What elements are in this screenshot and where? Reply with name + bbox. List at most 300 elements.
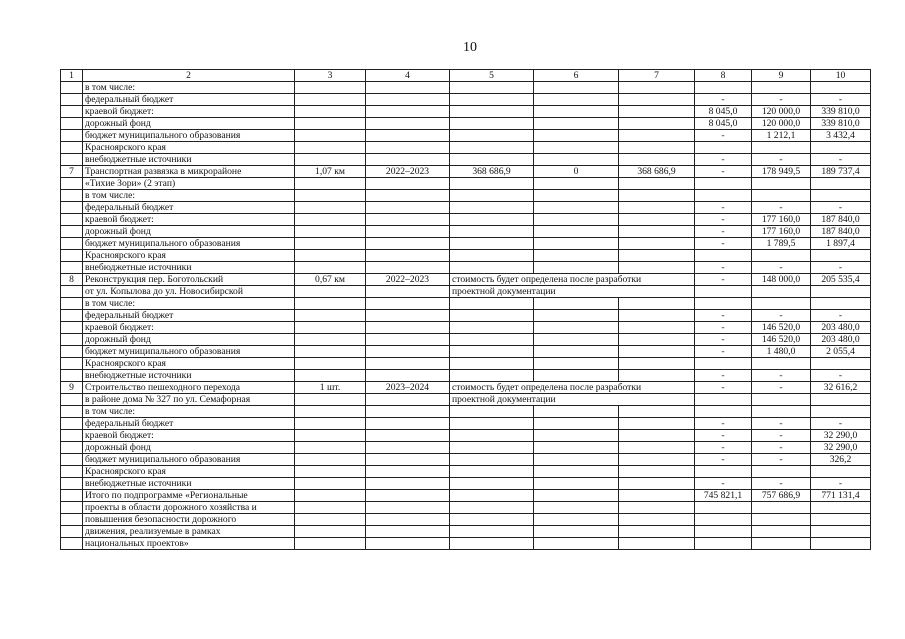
cell-c4 <box>366 118 450 130</box>
cell-c2: в районе дома № 327 по ул. Семафорная <box>83 394 295 406</box>
cost-note-cell: проектной документации <box>450 286 695 298</box>
cell-c8: - <box>695 334 752 346</box>
table-row <box>61 514 871 526</box>
cell-c4 <box>366 322 450 334</box>
cell-c1 <box>61 82 83 94</box>
cell-c3: 1 шт. <box>295 382 366 394</box>
table-row <box>61 538 871 550</box>
cell-c8: - <box>695 370 752 382</box>
cell-c5 <box>450 538 534 550</box>
cell-c3 <box>295 202 366 214</box>
cell-c8 <box>695 406 752 418</box>
cell-c1 <box>61 190 83 202</box>
cell-c7 <box>619 526 695 538</box>
cell-c4 <box>366 442 450 454</box>
cell-c5 <box>450 214 534 226</box>
cell-c9 <box>752 286 811 298</box>
cell-c10: 189 737,4 <box>811 166 871 178</box>
cell-c10 <box>811 82 871 94</box>
cell-c9 <box>752 394 811 406</box>
cell-c6 <box>534 106 619 118</box>
cell-c8: - <box>695 454 752 466</box>
cell-c10: 187 840,0 <box>811 214 871 226</box>
cell-c6 <box>534 118 619 130</box>
cell-c6 <box>534 94 619 106</box>
table-row <box>61 274 871 286</box>
cell-c9: - <box>752 94 811 106</box>
cell-c10 <box>811 142 871 154</box>
cell-c4 <box>366 526 450 538</box>
cell-c4 <box>366 82 450 94</box>
cell-c1 <box>61 238 83 250</box>
cell-c2: внебюджетные источники <box>83 370 295 382</box>
cell-c7 <box>619 502 695 514</box>
cell-c1 <box>61 394 83 406</box>
cell-c9 <box>752 514 811 526</box>
cell-c3 <box>295 118 366 130</box>
cell-c8: - <box>695 310 752 322</box>
cell-c1 <box>61 526 83 538</box>
cell-c3 <box>295 538 366 550</box>
cell-c2: дорожный фонд <box>83 334 295 346</box>
cell-c4 <box>366 514 450 526</box>
cell-c2: в том числе: <box>83 406 295 418</box>
cell-c3 <box>295 514 366 526</box>
cell-c10: 339 810,0 <box>811 118 871 130</box>
cell-c3 <box>295 310 366 322</box>
header-cell: 7 <box>619 70 695 82</box>
cell-c7 <box>619 346 695 358</box>
table-row <box>61 118 871 130</box>
cell-c3 <box>295 322 366 334</box>
cell-c4 <box>366 262 450 274</box>
table-row <box>61 202 871 214</box>
cell-c6 <box>534 514 619 526</box>
cell-c6 <box>534 466 619 478</box>
cell-c8 <box>695 142 752 154</box>
cell-c1 <box>61 298 83 310</box>
cell-c2: Красноярского края <box>83 142 295 154</box>
cell-c1 <box>61 502 83 514</box>
header-cell: 4 <box>366 70 450 82</box>
cell-c9: 146 520,0 <box>752 322 811 334</box>
cell-c4 <box>366 454 450 466</box>
cell-c9: 177 160,0 <box>752 214 811 226</box>
cell-c8: - <box>695 202 752 214</box>
table-row <box>61 106 871 118</box>
cost-note-cell: стоимость будет определена после разработки <box>450 274 695 286</box>
cell-c3 <box>295 226 366 238</box>
cost-note-cell: проектной документации <box>450 394 695 406</box>
cell-c9: 1 480,0 <box>752 346 811 358</box>
cell-c5 <box>450 106 534 118</box>
cell-c2: в том числе: <box>83 298 295 310</box>
cell-c10: 205 535,4 <box>811 274 871 286</box>
cell-c10 <box>811 502 871 514</box>
cell-c4 <box>366 130 450 142</box>
cell-c3 <box>295 358 366 370</box>
cell-c2: проекты в области дорожного хозяйства и <box>83 502 295 514</box>
cell-c8 <box>695 358 752 370</box>
cell-c5 <box>450 418 534 430</box>
cell-c4 <box>366 358 450 370</box>
cell-c7 <box>619 514 695 526</box>
cell-c10 <box>811 538 871 550</box>
cell-c8: 8 045,0 <box>695 118 752 130</box>
cell-c8: - <box>695 226 752 238</box>
table-row <box>61 382 871 394</box>
cell-c8 <box>695 394 752 406</box>
cell-c3 <box>295 370 366 382</box>
cell-c4 <box>366 430 450 442</box>
cell-c9: - <box>752 442 811 454</box>
cell-c3: 1,07 км <box>295 166 366 178</box>
cell-c2: движения, реализуемые в рамках <box>83 526 295 538</box>
cell-c4 <box>366 370 450 382</box>
cell-c8: - <box>695 382 752 394</box>
table-row <box>61 250 871 262</box>
cell-c6 <box>534 478 619 490</box>
cell-c6 <box>534 538 619 550</box>
cell-c6 <box>534 82 619 94</box>
cell-c3 <box>295 526 366 538</box>
cell-c1 <box>61 430 83 442</box>
cell-c7 <box>619 322 695 334</box>
cell-c8 <box>695 250 752 262</box>
cell-c4 <box>366 310 450 322</box>
table-row <box>61 190 871 202</box>
cell-c5 <box>450 514 534 526</box>
cell-c8 <box>695 190 752 202</box>
cell-c10: 32 616,2 <box>811 382 871 394</box>
cell-c8 <box>695 286 752 298</box>
cell-c1: 9 <box>61 382 83 394</box>
cell-c10: 326,2 <box>811 454 871 466</box>
cell-c7 <box>619 466 695 478</box>
cell-c2: федеральный бюджет <box>83 418 295 430</box>
cell-c6 <box>534 238 619 250</box>
table-row <box>61 298 871 310</box>
cell-c5 <box>450 346 534 358</box>
cell-c9: 146 520,0 <box>752 334 811 346</box>
cell-c1 <box>61 322 83 334</box>
cell-c2: краевой бюджет: <box>83 322 295 334</box>
cell-c5 <box>450 310 534 322</box>
cell-c6 <box>534 454 619 466</box>
cell-c2: Итого по подпрограмме «Региональные <box>83 490 295 502</box>
cell-c7 <box>619 118 695 130</box>
cell-c8 <box>695 466 752 478</box>
cell-c1 <box>61 262 83 274</box>
cell-c2: «Тихие Зори» (2 этап) <box>83 178 295 190</box>
cell-c1 <box>61 406 83 418</box>
header-cell: 10 <box>811 70 871 82</box>
cell-c5 <box>450 526 534 538</box>
cell-c6 <box>534 334 619 346</box>
cell-c1 <box>61 118 83 130</box>
budget-table-body <box>61 70 871 550</box>
header-cell: 8 <box>695 70 752 82</box>
cell-c10: 32 290,0 <box>811 430 871 442</box>
cell-c10 <box>811 358 871 370</box>
cell-c8 <box>695 82 752 94</box>
table-row <box>61 130 871 142</box>
cell-c1 <box>61 310 83 322</box>
cell-c9: 178 949,5 <box>752 166 811 178</box>
cell-c3: 0,67 км <box>295 274 366 286</box>
cell-c9: - <box>752 202 811 214</box>
cell-c6 <box>534 370 619 382</box>
cell-c1 <box>61 454 83 466</box>
cell-c3 <box>295 418 366 430</box>
table-row <box>61 406 871 418</box>
cell-c1 <box>61 130 83 142</box>
cell-c8: - <box>695 418 752 430</box>
cell-c9 <box>752 538 811 550</box>
cell-c10: 2 055,4 <box>811 346 871 358</box>
cell-c1 <box>61 490 83 502</box>
cell-c2: дорожный фонд <box>83 118 295 130</box>
cell-c4 <box>366 466 450 478</box>
cell-c6 <box>534 130 619 142</box>
cell-c4 <box>366 346 450 358</box>
cell-c7 <box>619 94 695 106</box>
cell-c3 <box>295 250 366 262</box>
cell-c8 <box>695 178 752 190</box>
header-cell: 6 <box>534 70 619 82</box>
cell-c2: федеральный бюджет <box>83 94 295 106</box>
cell-c5 <box>450 442 534 454</box>
cell-c9: 757 686,9 <box>752 490 811 502</box>
cell-c6 <box>534 322 619 334</box>
cell-c5 <box>450 202 534 214</box>
cell-c7 <box>619 418 695 430</box>
cell-c9: - <box>752 430 811 442</box>
cell-c1 <box>61 94 83 106</box>
cell-c8: - <box>695 166 752 178</box>
cell-c6 <box>534 226 619 238</box>
cell-c10: - <box>811 202 871 214</box>
cell-c6 <box>534 310 619 322</box>
cell-c2: федеральный бюджет <box>83 202 295 214</box>
cell-c9 <box>752 526 811 538</box>
cell-c2: в том числе: <box>83 82 295 94</box>
cell-c7 <box>619 310 695 322</box>
cell-c8 <box>695 298 752 310</box>
cell-c2: повышения безопасности дорожного <box>83 514 295 526</box>
cell-c6 <box>534 526 619 538</box>
cell-c2: от ул. Копылова до ул. Новосибирской <box>83 286 295 298</box>
cell-c4 <box>366 406 450 418</box>
cell-c4 <box>366 94 450 106</box>
table-row <box>61 490 871 502</box>
cell-c3 <box>295 478 366 490</box>
cell-c10: 187 840,0 <box>811 226 871 238</box>
cell-c2: Красноярского края <box>83 358 295 370</box>
cell-c9: - <box>752 310 811 322</box>
cell-c7 <box>619 262 695 274</box>
cell-c1 <box>61 106 83 118</box>
cell-c6 <box>534 430 619 442</box>
cell-c3 <box>295 82 366 94</box>
cell-c6 <box>534 502 619 514</box>
cell-c3 <box>295 406 366 418</box>
cell-c10 <box>811 406 871 418</box>
page-number: 10 <box>463 40 477 55</box>
cell-c9 <box>752 466 811 478</box>
cell-c8: - <box>695 442 752 454</box>
cell-c7 <box>619 238 695 250</box>
cell-c3 <box>295 94 366 106</box>
cell-c7 <box>619 178 695 190</box>
cell-c6 <box>534 298 619 310</box>
table-row <box>61 358 871 370</box>
cell-c8 <box>695 526 752 538</box>
cell-c3 <box>295 502 366 514</box>
cell-c5 <box>450 478 534 490</box>
cell-c10: 3 432,4 <box>811 130 871 142</box>
cell-c7 <box>619 490 695 502</box>
cell-c7 <box>619 370 695 382</box>
cell-c1 <box>61 538 83 550</box>
cell-c9: - <box>752 478 811 490</box>
cell-c2: в том числе: <box>83 190 295 202</box>
cell-c2: бюджет муниципального образования <box>83 130 295 142</box>
cell-c9 <box>752 358 811 370</box>
cell-c4 <box>366 202 450 214</box>
cell-c9: 1 212,1 <box>752 130 811 142</box>
cell-c4 <box>366 178 450 190</box>
cell-c7 <box>619 478 695 490</box>
cell-c8: - <box>695 274 752 286</box>
cell-c8: - <box>695 478 752 490</box>
cell-c9: - <box>752 154 811 166</box>
cell-c2: внебюджетные источники <box>83 154 295 166</box>
cell-c5 <box>450 178 534 190</box>
cell-c9 <box>752 250 811 262</box>
cell-c6 <box>534 250 619 262</box>
table-row <box>61 214 871 226</box>
cell-c8: - <box>695 322 752 334</box>
cell-c9 <box>752 190 811 202</box>
cell-c8: - <box>695 238 752 250</box>
cell-c3 <box>295 430 366 442</box>
cell-c10 <box>811 514 871 526</box>
cell-c7 <box>619 202 695 214</box>
cell-c7 <box>619 454 695 466</box>
cell-c4 <box>366 190 450 202</box>
cell-c7 <box>619 442 695 454</box>
cell-c10: 771 131,4 <box>811 490 871 502</box>
cell-c9 <box>752 298 811 310</box>
cell-c10 <box>811 190 871 202</box>
cell-c2: дорожный фонд <box>83 442 295 454</box>
cell-c2: Красноярского края <box>83 250 295 262</box>
cell-c9 <box>752 502 811 514</box>
header-cell: 5 <box>450 70 534 82</box>
cell-c3 <box>295 262 366 274</box>
table-row <box>61 370 871 382</box>
cell-c3 <box>295 442 366 454</box>
cell-c6 <box>534 154 619 166</box>
cell-c3 <box>295 106 366 118</box>
cell-c3 <box>295 334 366 346</box>
cell-c4: 2022–2023 <box>366 274 450 286</box>
cell-c2: Транспортная развязка в микрорайоне <box>83 166 295 178</box>
cell-c6 <box>534 346 619 358</box>
table-row <box>61 394 871 406</box>
cell-c7 <box>619 106 695 118</box>
cell-c9 <box>752 82 811 94</box>
table-row <box>61 154 871 166</box>
cell-c5 <box>450 238 534 250</box>
cell-c2: бюджет муниципального образования <box>83 346 295 358</box>
cell-c10: - <box>811 94 871 106</box>
cell-c8: - <box>695 430 752 442</box>
cell-c6 <box>534 358 619 370</box>
cell-c1 <box>61 250 83 262</box>
cell-c4 <box>366 298 450 310</box>
cell-c5 <box>450 226 534 238</box>
cell-c5 <box>450 370 534 382</box>
cell-c7 <box>619 334 695 346</box>
cell-c9: 120 000,0 <box>752 106 811 118</box>
cell-c5 <box>450 502 534 514</box>
table-row <box>61 418 871 430</box>
cell-c2: бюджет муниципального образования <box>83 238 295 250</box>
cell-c7 <box>619 538 695 550</box>
cell-c4 <box>366 502 450 514</box>
cell-c3 <box>295 130 366 142</box>
table-row <box>61 262 871 274</box>
cell-c3 <box>295 298 366 310</box>
table-row <box>61 430 871 442</box>
cell-c1 <box>61 370 83 382</box>
cell-c4 <box>366 250 450 262</box>
cell-c3 <box>295 154 366 166</box>
cell-c7 <box>619 358 695 370</box>
cell-c3 <box>295 142 366 154</box>
header-cell: 9 <box>752 70 811 82</box>
cell-c9: 177 160,0 <box>752 226 811 238</box>
cost-note-cell: стоимость будет определена после разработки <box>450 382 695 394</box>
cell-c5 <box>450 466 534 478</box>
table-row <box>61 322 871 334</box>
cell-c3 <box>295 286 366 298</box>
cell-c5 <box>450 82 534 94</box>
cell-c1 <box>61 178 83 190</box>
cell-c10: - <box>811 310 871 322</box>
cell-c6 <box>534 202 619 214</box>
cell-c1 <box>61 478 83 490</box>
cell-c5 <box>450 118 534 130</box>
cell-c5 <box>450 322 534 334</box>
cell-c4 <box>366 538 450 550</box>
cell-c2: Строительство пешеходного перехода <box>83 382 295 394</box>
cell-c5 <box>450 130 534 142</box>
cell-c2: краевой бюджет: <box>83 430 295 442</box>
cell-c3 <box>295 190 366 202</box>
cell-c7 <box>619 250 695 262</box>
cell-c4 <box>366 142 450 154</box>
cell-c2: краевой бюджет: <box>83 214 295 226</box>
cell-c8: 8 045,0 <box>695 106 752 118</box>
cell-c5 <box>450 154 534 166</box>
cell-c1 <box>61 214 83 226</box>
cell-c8: - <box>695 94 752 106</box>
cell-c1 <box>61 334 83 346</box>
cell-c10: 32 290,0 <box>811 442 871 454</box>
